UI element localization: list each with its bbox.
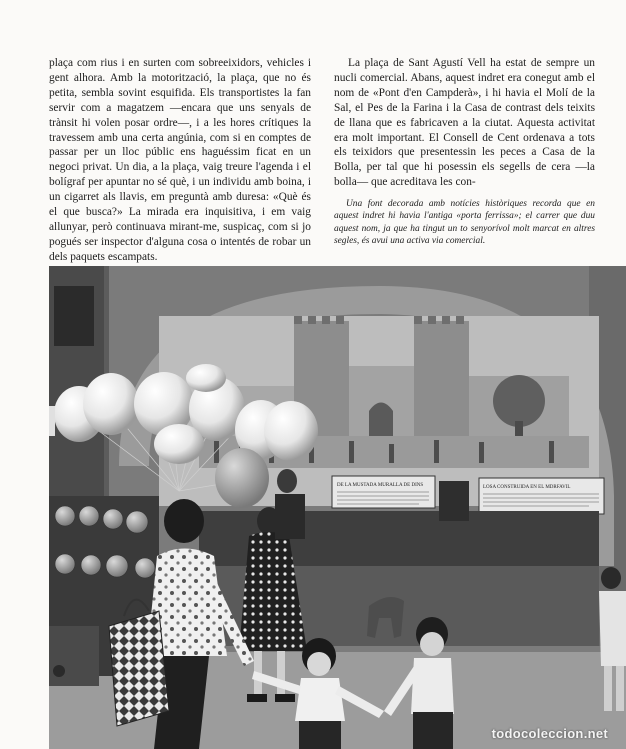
article-paragraph-left: plaça com rius i en surten com sobreeixidors, vehicles i gent alhora. Amb la motorització, la plaça, que no és petita, sembla sovint esquifida. Els transportistes la fan servir com a magatzem —encara que uns senyals de trànsit hi volen posar ordre—, i a les hores crítiques la travessem amb una certa angúnia, com si en comptes de passar per un lloc públic ens haguéssim ficat en un negoci privat. Un dia, a la plaça, vaig treure l'agenda i el bolígraf per apuntar no sé què, i un individu amb boina, i un cigarret als llavis, em preguntà amb duresa: «Què és el que busca?» La mirada era inquisitiva, i em vaig allunyar, però continuava mirant-me, suspicaç, com si jo pogués ser inspector d'alguna cosa o intentés de robar un dels paquets escampats.: [49, 57, 311, 263]
article-column-left: [49, 56, 311, 265]
article-paragraph-right: La plaça de Sant Agustí Vell ha estat de sempre un nucli comercial. Abans, aquest indret era conegut amb el nom de «Pont d'en Campderà», i hi havia el Molí de la Sal, el Pes de la Farina i la Casa de contrast dels teixits de llana que es fabricaven a la ciutat. Aquesta activitat era molt important. El Consell de Cent ordenava a tots els teixidors que presentessin les peces a Casa de la Bolla, per tal que hi posessin els segells de cera —la bolla— que acreditava les con-: [334, 57, 595, 189]
plaque-right-text: LOSA CONSTRUIDA EN EL MDRFAVIL: [483, 485, 571, 490]
watermark-brand: todocoleccion: [491, 726, 584, 741]
fountain-photo: [49, 266, 626, 749]
photo-caption: Una font decorada amb notícies històriques recorda que en aquest indret hi havia l'antiga «porta ferrissa»; el carrer que duu aquest nom, ja que ha tingut un to senyorívol molt marcat en altres segles, és avui una activa via comercial.: [334, 199, 595, 247]
watermark: [492, 726, 608, 741]
watermark-suffix: .net: [583, 726, 608, 741]
article-column-right: [334, 56, 595, 190]
photo-illustration: [49, 266, 626, 749]
plaque-left-text: DE LA MUSTADA MURALLA DE DINS: [337, 483, 424, 488]
